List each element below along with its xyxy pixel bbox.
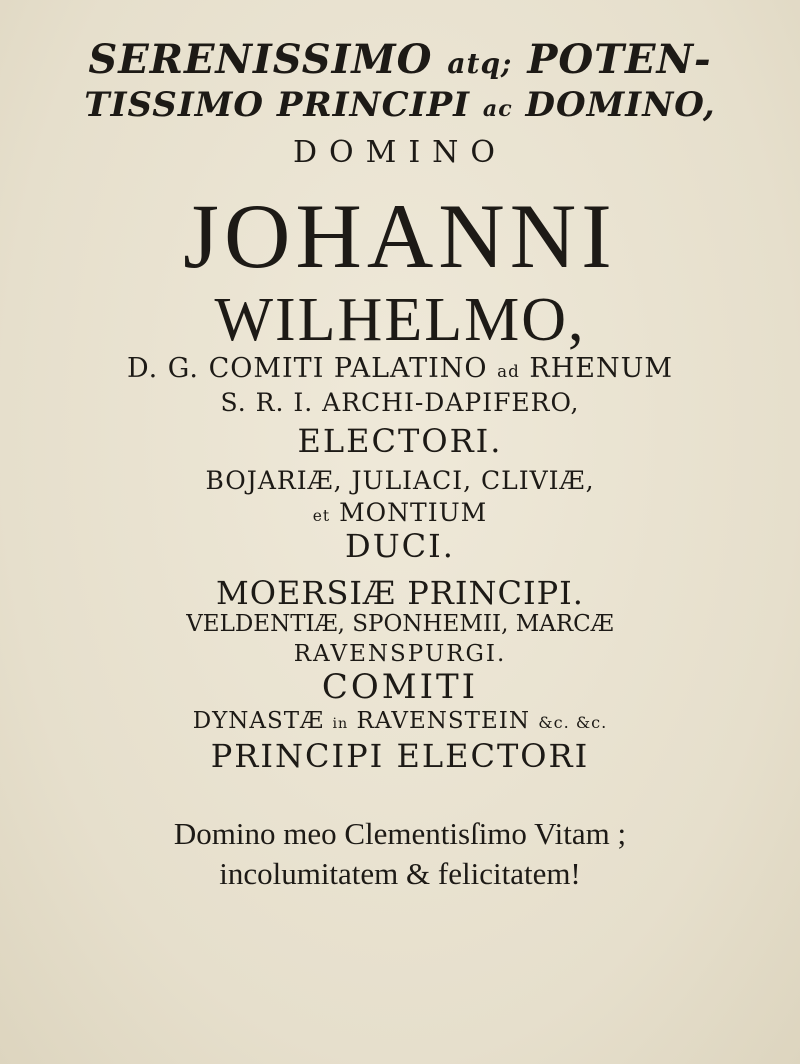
line6-part-c: RHENUM [529, 353, 674, 384]
dedication-line-11: DUCI. [345, 527, 455, 565]
line6-part-a: D. G. COMITI PALATINO [126, 353, 488, 384]
dedication-line-15: COMITI [321, 667, 479, 707]
dedication-line-7: S. R. I. ARCHI-DAPIFERO, [220, 388, 580, 417]
line16-part-b: in [332, 716, 349, 732]
dedication-closing-1: Domino meo Clementisſimo Vitam ; [173, 816, 627, 851]
line1-part-c: POTEN- [527, 36, 712, 83]
line10-part-a: et [312, 507, 331, 525]
line10-part-b: MONTIUM [339, 498, 488, 527]
dedication-name-heading: JOHANNI [183, 185, 617, 287]
dedication-line-3: DOMINO [292, 135, 508, 170]
dedication-line-6 [0, 355, 800, 382]
line2-part-c: DOMINO, [525, 85, 716, 125]
line6-part-b: ad [497, 361, 520, 381]
line2-part-a: TISSIMO PRINCIPI [84, 85, 471, 125]
dedication-line-17: PRINCIPI ELECTORI [210, 737, 590, 775]
dedication-closing-2: incolumitatem & felicitatem! [219, 856, 581, 891]
dedication-line-12: MOERSIÆ PRINCIPI. [216, 574, 584, 612]
line1-part-b: atq; [447, 47, 513, 80]
dedication-line-16 [0, 710, 800, 733]
line2-part-b: ac [482, 96, 513, 122]
dedication-line-8: ELECTORI. [297, 422, 503, 460]
dedication-line-2 [0, 85, 800, 125]
dedication-name-subheading: WILHELMO, [214, 286, 586, 354]
line1-part-a: SERENISSIMO [88, 36, 433, 83]
dedication-line-14: RAVENSPURGI. [293, 641, 507, 667]
dedication-line-10 [0, 500, 800, 525]
dedication-line-1 [0, 36, 800, 83]
dedication-line-9: BOJARIÆ, JULIACI, CLIVIÆ, [205, 466, 595, 495]
line16-part-c: RAVENSTEIN [356, 708, 530, 734]
line16-part-a: DYNASTÆ [192, 708, 325, 734]
dedication-line-13: VELDENTIÆ, SPONHEMII, MARCÆ [186, 611, 614, 637]
line16-part-d: &c. &c. [538, 713, 608, 732]
